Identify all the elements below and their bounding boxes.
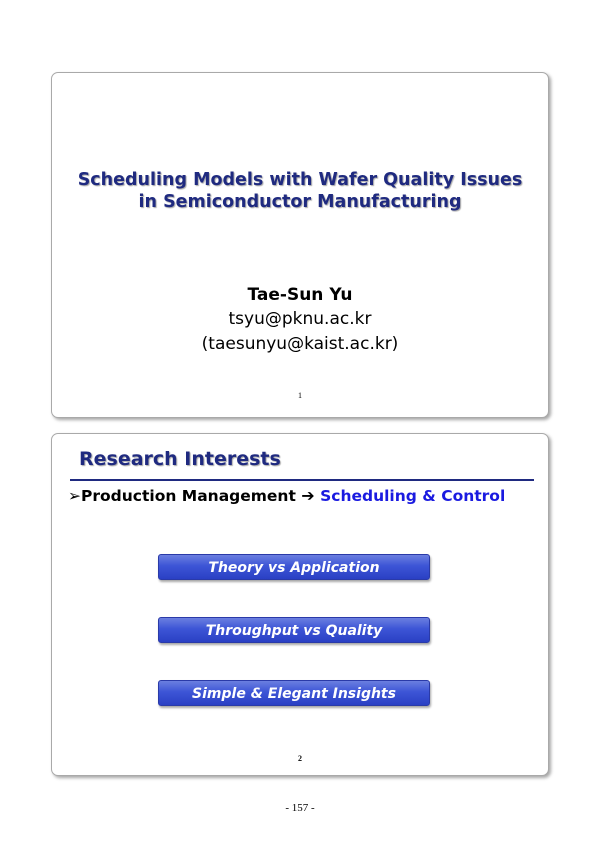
author-alt-email: (taesunyu@kaist.ac.kr) bbox=[201, 334, 399, 354]
simple-elegant-insights-box: Simple & Elegant Insights bbox=[158, 680, 430, 706]
slide-1-title bbox=[52, 169, 548, 213]
right-arrow-icon: ➔ bbox=[301, 486, 315, 505]
slide-2-title: Research Interests bbox=[79, 448, 281, 470]
bullet-item bbox=[68, 486, 505, 506]
slide-2 bbox=[51, 433, 549, 776]
bullet-arrow-icon: ➢ bbox=[68, 487, 81, 505]
theory-vs-application-box: Theory vs Application bbox=[158, 554, 430, 580]
slide-1 bbox=[51, 72, 549, 418]
title-line-1: Scheduling Models with Wafer Quality Issues bbox=[77, 170, 523, 190]
title-line-2: in Semiconductor Manufacturing bbox=[138, 192, 462, 212]
slide-1-page-number: 1 bbox=[298, 391, 302, 400]
author-name: Tae-Sun Yu bbox=[247, 285, 353, 305]
title-underline bbox=[70, 479, 534, 481]
bullet-target-text: Scheduling & Control bbox=[320, 487, 506, 505]
bullet-main-text: Production Management bbox=[81, 487, 296, 505]
author-email: tsyu@pknu.ac.kr bbox=[228, 309, 372, 329]
slide-2-page-number: 2 bbox=[298, 754, 302, 763]
document-page-number: - 157 - bbox=[285, 802, 315, 814]
throughput-vs-quality-box: Throughput vs Quality bbox=[158, 617, 430, 643]
